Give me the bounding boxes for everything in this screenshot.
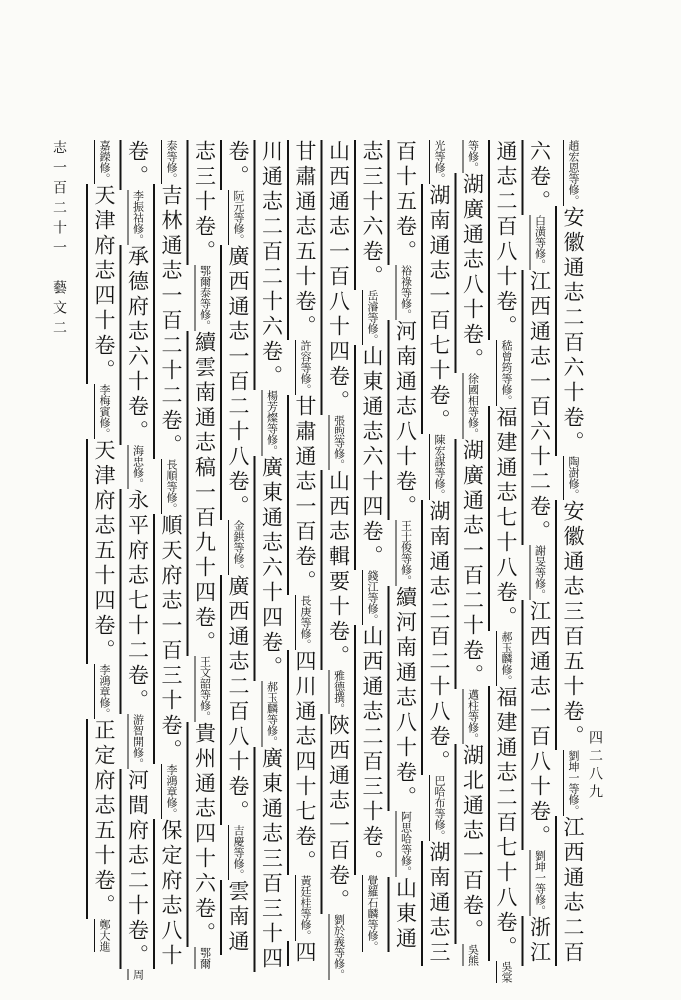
text-segment: 安徽通志二百六十卷。 bbox=[561, 206, 585, 456]
annotation-note: 郝玉麟修。 bbox=[500, 631, 513, 686]
annotation-note: 吳熊 bbox=[466, 944, 480, 966]
text-segment: 湖南通志二百二十八卷。 bbox=[427, 500, 451, 775]
annotation-note: 李鴻章修。 bbox=[165, 764, 178, 819]
text-segment: 通志二百八十卷。 bbox=[494, 140, 518, 340]
text-segment: 江西通志一百八十卷。 bbox=[527, 600, 552, 850]
annotation-note: 黃廷桂等修。 bbox=[299, 875, 312, 941]
text-segment: 永平府志七十二卷。 bbox=[125, 489, 150, 714]
annotation-note: 鄭大進 bbox=[98, 919, 111, 952]
text-segment: 甘肅通志五十卷。 bbox=[293, 140, 317, 340]
annotation-note: 李振祜修。 bbox=[131, 190, 145, 245]
text-column bbox=[527, 140, 552, 966]
annotation-note: 岳濬等修。 bbox=[366, 290, 379, 345]
text-segment: 山東通 bbox=[393, 877, 418, 952]
text-segment: 天津府志五十四卷。 bbox=[92, 439, 116, 664]
text-column bbox=[293, 140, 317, 966]
text-column bbox=[92, 140, 116, 952]
text-column bbox=[326, 140, 351, 980]
annotation-note: 李鴻章修。 bbox=[98, 664, 111, 719]
text-segment: 湖北通志一百卷。 bbox=[460, 744, 485, 944]
annotation-note: 長順等修。 bbox=[165, 459, 178, 514]
text-column bbox=[159, 140, 183, 969]
annotation-note: 嘉鑅修。 bbox=[98, 140, 111, 184]
text-segment: 甘肅通志一百卷。 bbox=[293, 395, 317, 595]
annotation-note: 鄂爾 bbox=[198, 947, 212, 969]
text-segment: 山西通志一百八十四卷。 bbox=[326, 140, 351, 415]
annotation-note: 謝旻等修。 bbox=[533, 545, 547, 600]
annotation-note: 李梅賓修。 bbox=[98, 384, 111, 439]
annotation-note: 劉坤一等修。 bbox=[533, 850, 547, 916]
text-column bbox=[427, 140, 451, 966]
text-column bbox=[460, 140, 485, 966]
text-column bbox=[192, 140, 217, 969]
annotation-note: 光等修。 bbox=[433, 140, 446, 184]
text-segment: 貴州通志四十六卷。 bbox=[192, 722, 217, 947]
running-header: 志一百二十一 藝文二 bbox=[51, 140, 67, 340]
annotation-note: 巴哈布等修。 bbox=[433, 775, 446, 841]
text-segment: 湖南通志三 bbox=[427, 841, 451, 966]
annotation-note: 郝玉麟等修。 bbox=[265, 681, 279, 747]
annotation-note: 王士俊等修。 bbox=[399, 520, 413, 586]
text-segment: 浙江 bbox=[527, 916, 552, 966]
annotation-note: 阿思哈等修。 bbox=[399, 811, 413, 877]
annotation-note: 吳棠 bbox=[500, 961, 513, 983]
annotation-note: 裕祿等修。 bbox=[399, 265, 413, 320]
text-segment: 六卷。 bbox=[527, 140, 552, 215]
text-segment: 山西通志二百三十卷。 bbox=[360, 625, 384, 875]
annotation-note: 劉於義等修。 bbox=[332, 914, 346, 980]
text-segment: 續河南通志八十卷。 bbox=[393, 586, 418, 811]
text-segment: 吉林通志一百二十二卷。 bbox=[159, 184, 183, 459]
text-column bbox=[259, 140, 284, 972]
text-segment: 山東通志六十四卷。 bbox=[360, 345, 384, 570]
text-segment: 福建通志二百七十八卷。 bbox=[494, 686, 518, 961]
text-segment: 天津府志四十卷。 bbox=[92, 184, 116, 384]
text-segment: 正定府志五十卷。 bbox=[92, 719, 116, 919]
text-column bbox=[561, 140, 585, 966]
annotation-note: 金鉷等修。 bbox=[232, 520, 245, 575]
annotation-note: 泰等修。 bbox=[165, 140, 178, 184]
text-column bbox=[360, 140, 384, 952]
text-segment: 廣西通志一百二十八卷。 bbox=[226, 245, 250, 520]
annotation-note: 海忠修。 bbox=[131, 445, 145, 489]
annotation-note: 覺羅石麟等修。 bbox=[366, 875, 379, 952]
text-segment: 湖南通志一百七十卷。 bbox=[427, 184, 451, 434]
annotation-note: 錢江等修。 bbox=[366, 570, 379, 625]
annotation-note: 徐國相等修。 bbox=[466, 373, 480, 439]
annotation-note: 嵇曾筠等修。 bbox=[500, 340, 513, 406]
annotation-note: 白潢等修。 bbox=[533, 215, 547, 270]
annotation-note: 楊芳燦等修。 bbox=[265, 390, 279, 456]
text-column bbox=[125, 140, 150, 980]
text-segment: 志三十六卷。 bbox=[360, 140, 384, 290]
text-segment: 川通志二百二十六卷。 bbox=[259, 140, 284, 390]
text-segment: 福建通志七十八卷。 bbox=[494, 406, 518, 631]
text-segment: 山西志輯要十卷。 bbox=[326, 470, 351, 670]
text-segment: 廣東通志三百三十四 bbox=[259, 747, 284, 972]
text-segment: 雲南通 bbox=[226, 880, 250, 955]
text-segment: 湖廣通志八十卷。 bbox=[460, 173, 485, 373]
text-segment: 卷。 bbox=[125, 140, 150, 190]
annotation-note: 鄂爾泰等修。 bbox=[198, 265, 212, 331]
annotation-note: 長庚等修。 bbox=[299, 595, 312, 650]
annotation-note: 等修。 bbox=[466, 140, 480, 173]
text-segment: 陝西通志一百卷。 bbox=[326, 714, 351, 914]
annotation-note: 周 bbox=[131, 969, 145, 980]
text-segment: 四川通志四十七卷。 bbox=[293, 650, 317, 875]
text-segment: 百十五卷。 bbox=[393, 140, 418, 265]
annotation-note: 游智開修。 bbox=[131, 714, 145, 769]
annotation-note: 趙宏恩等修。 bbox=[567, 140, 580, 206]
text-segment: 承德府志六十卷。 bbox=[125, 245, 150, 445]
text-segment: 江西通志二百 bbox=[561, 816, 585, 966]
text-column bbox=[226, 140, 250, 955]
annotation-note: 阮元等修。 bbox=[232, 190, 245, 245]
annotation-note: 陶澍修。 bbox=[567, 456, 580, 500]
text-segment: 湖廣通志一百二十卷。 bbox=[460, 439, 485, 689]
text-segment: 四 bbox=[293, 941, 317, 966]
text-segment: 續雲南通志稿一百九十四卷。 bbox=[192, 331, 217, 656]
text-segment: 河間府志二十卷。 bbox=[125, 769, 150, 969]
annotation-note: 王文韶等修。 bbox=[198, 656, 212, 722]
text-segment: 保定府志八十 bbox=[159, 819, 183, 969]
text-segment: 江西通志一百六十二卷。 bbox=[527, 270, 552, 545]
text-segment: 志三十卷。 bbox=[192, 140, 217, 265]
text-segment: 安徽通志三百五十卷。 bbox=[561, 500, 585, 750]
text-segment: 順天府志一百三十卷。 bbox=[159, 514, 183, 764]
text-segment: 廣西通志二百八十卷。 bbox=[226, 575, 250, 825]
annotation-note: 雅德撰。 bbox=[332, 670, 346, 714]
text-segment: 河南通志八十卷。 bbox=[393, 320, 418, 520]
annotation-note: 張煦等修。 bbox=[332, 415, 346, 470]
annotation-note: 吉慶等修。 bbox=[232, 825, 245, 880]
annotation-note: 許容等修。 bbox=[299, 340, 312, 395]
text-column bbox=[494, 140, 518, 983]
annotation-note: 劉坤一等修。 bbox=[567, 750, 580, 816]
text-segment: 卷。 bbox=[226, 140, 250, 190]
text-column bbox=[393, 140, 418, 952]
page-number: 四二八九 bbox=[587, 730, 603, 802]
text-segment: 廣東通志六十四卷。 bbox=[259, 456, 284, 681]
annotation-note: 陳宏謀等修。 bbox=[433, 434, 446, 500]
annotation-note: 邁柱等修。 bbox=[466, 689, 480, 744]
